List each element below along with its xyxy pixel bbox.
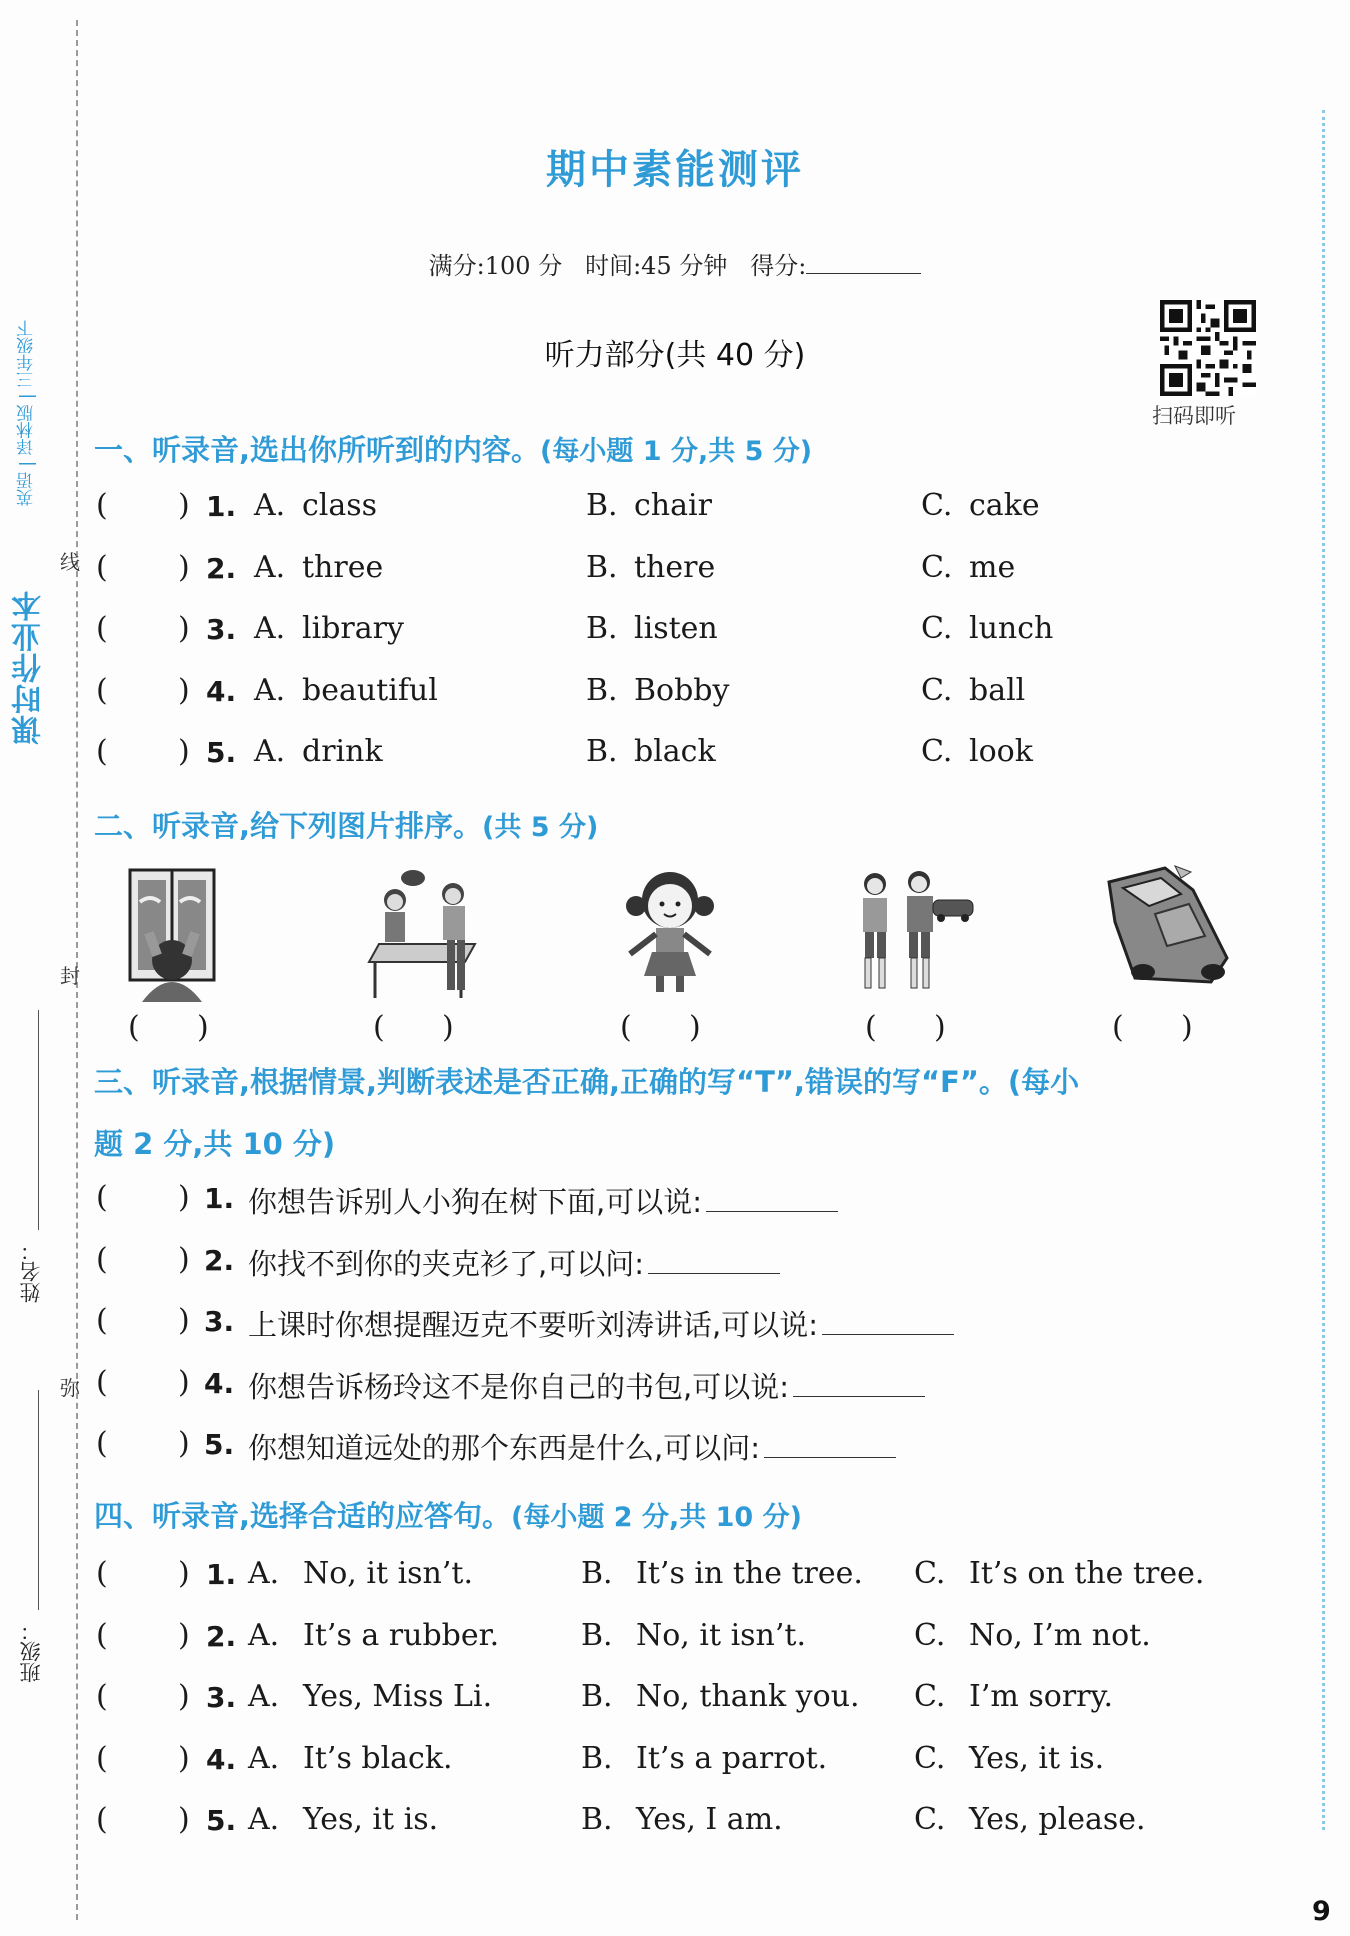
option-text-b: black <box>634 734 716 769</box>
question-number: 3. <box>204 1305 235 1338</box>
option-c[interactable] <box>921 488 1040 523</box>
option-text-c: Yes, it is. <box>969 1740 1105 1776</box>
statement <box>248 1180 838 1221</box>
picture-answer-3[interactable]: ( ) <box>620 1010 701 1045</box>
page-title: 期中素能测评 <box>546 147 804 193</box>
option-text-c: I’m sorry. <box>969 1679 1114 1714</box>
answer-paren-open[interactable]: ( <box>96 549 108 585</box>
exam-info <box>0 246 1350 281</box>
answer-paren-close[interactable]: ) <box>178 611 190 646</box>
section4-question-row <box>96 1679 1296 1719</box>
option-b[interactable] <box>581 1556 863 1591</box>
option-letter-a: A. <box>254 672 286 708</box>
option-b[interactable] <box>586 550 715 585</box>
option-c[interactable] <box>921 673 1025 708</box>
option-a[interactable] <box>248 1556 473 1591</box>
option-b[interactable] <box>586 611 718 646</box>
option-b[interactable] <box>581 1679 860 1714</box>
name-write-line[interactable] <box>38 1010 39 1230</box>
picture-girl-at-window <box>110 862 250 1002</box>
margin-mi-char: 弥 <box>60 1376 80 1400</box>
option-letter-b: B. <box>581 1802 613 1837</box>
option-letter-b: B. <box>586 488 618 523</box>
option-letter-b: B. <box>586 672 618 708</box>
answer-paren-open[interactable]: ( <box>96 1303 108 1338</box>
section3-question-row <box>96 1426 1296 1466</box>
option-a[interactable] <box>248 1679 492 1714</box>
option-text-c: me <box>969 549 1016 585</box>
option-letter-b: B. <box>581 1679 613 1714</box>
section2-title: 二、听录音,给下列图片排序。 <box>94 809 483 843</box>
option-letter-c: C. <box>921 549 953 585</box>
picture-girl <box>600 862 740 1002</box>
score-blank[interactable] <box>806 252 921 274</box>
section2-heading <box>94 804 598 845</box>
spine <box>8 320 52 780</box>
section1-question-row <box>96 611 1296 651</box>
option-text-b: Yes, I am. <box>636 1802 783 1837</box>
statement-text: 你想告诉杨玲这不是你自己的书包,可以说: <box>248 1369 789 1404</box>
option-letter-a: A. <box>248 1617 280 1653</box>
answer-paren-close[interactable]: ) <box>178 1802 190 1837</box>
option-text-c: look <box>969 734 1033 769</box>
statement-text: 你想知道远处的那个东西是什么,可以问: <box>248 1431 760 1465</box>
option-letter-a: A. <box>254 734 286 769</box>
answer-paren-open[interactable]: ( <box>96 1180 108 1215</box>
picture-answer-1[interactable]: ( ) <box>128 1010 209 1045</box>
section1-title: 一、听录音,选出你所听到的内容。 <box>94 433 541 467</box>
answer-paren-open[interactable]: ( <box>96 1364 108 1400</box>
girl-at-window-icon <box>110 862 250 1002</box>
answer-paren-close[interactable]: ) <box>178 1364 190 1400</box>
option-letter-b: B. <box>581 1617 613 1653</box>
option-text-a: No, it isn’t. <box>303 1556 474 1591</box>
spine-subtitle: 英语 | 译林版 | 三年级下 <box>17 320 37 507</box>
answer-paren-close[interactable]: ) <box>178 734 190 769</box>
option-letter-b: B. <box>586 611 618 646</box>
option-text-b: Bobby <box>634 672 730 708</box>
section3-question-row <box>96 1242 1296 1282</box>
answer-paren-close[interactable]: ) <box>178 1740 190 1776</box>
section4-question-row <box>96 1802 1296 1842</box>
section1-question-row <box>96 673 1296 713</box>
section1-question-row <box>96 488 1296 528</box>
statement-text: 你找不到你的夹克衫了,可以问: <box>248 1246 644 1281</box>
statement <box>248 1365 925 1406</box>
question-number: 3. <box>206 613 237 646</box>
option-letter-c: C. <box>921 488 953 523</box>
answer-paren-open[interactable]: ( <box>96 488 108 523</box>
answer-paren-open[interactable]: ( <box>96 734 108 769</box>
section4-heading <box>94 1494 802 1535</box>
picture-answer-2[interactable]: ( ) <box>373 1010 454 1045</box>
option-text-a: three <box>302 549 384 585</box>
statement-text: 上课时你想提醒迈克不要听刘涛讲话,可以说: <box>248 1308 818 1342</box>
girl-icon <box>600 862 740 1002</box>
statement-text: 你想告诉别人小狗在树下面,可以说: <box>248 1185 702 1219</box>
answer-paren-open[interactable]: ( <box>96 1679 108 1714</box>
section3-heading-line2: 题 2 分,共 10 分) <box>94 1127 336 1161</box>
exam-info-text: 满分:100 分 时间:45 分钟 得分: <box>428 252 807 280</box>
option-a[interactable] <box>248 1618 499 1653</box>
margin-seal-char: 封 <box>60 964 80 988</box>
option-letter-a: A. <box>254 611 286 646</box>
option-text-a: class <box>302 488 378 523</box>
section4-question-row <box>96 1556 1296 1596</box>
option-letter-c: C. <box>921 734 953 769</box>
answer-blank[interactable] <box>648 1248 780 1274</box>
answer-paren-close[interactable]: ) <box>178 1426 190 1461</box>
option-b[interactable] <box>581 1741 827 1776</box>
option-letter-c: C. <box>921 672 953 708</box>
option-a[interactable] <box>248 1741 453 1776</box>
answer-paren-open[interactable]: ( <box>96 1617 108 1653</box>
option-c[interactable] <box>921 550 1015 585</box>
picture-boys-at-desk <box>355 862 495 1002</box>
option-text-c: No, I’m not. <box>969 1617 1151 1653</box>
section4-question-row <box>96 1741 1296 1781</box>
answer-paren-close[interactable]: ) <box>178 1679 190 1714</box>
option-b[interactable] <box>586 673 729 708</box>
answer-paren-open[interactable]: ( <box>96 611 108 646</box>
option-text-a: Yes, Miss Li. <box>303 1679 493 1714</box>
question-number: 1. <box>206 490 237 523</box>
statement <box>248 1426 896 1467</box>
page-number: 9 <box>1312 1896 1331 1927</box>
option-text-c: It’s on the tree. <box>969 1556 1205 1591</box>
option-letter-a: A. <box>254 549 286 585</box>
option-letter-b: B. <box>586 734 618 769</box>
option-letter-c: C. <box>914 1740 946 1776</box>
option-b[interactable] <box>586 734 716 769</box>
section4-question-row <box>96 1618 1296 1658</box>
section3-question-row <box>96 1180 1296 1220</box>
answer-paren-open[interactable]: ( <box>96 1556 108 1591</box>
question-number: 1. <box>204 1182 235 1215</box>
option-a[interactable] <box>254 550 383 585</box>
section1-question-row <box>96 550 1296 590</box>
picture-car <box>1095 862 1235 1002</box>
option-c[interactable] <box>921 611 1053 646</box>
option-letter-a: A. <box>248 1556 280 1591</box>
picture-answer-5[interactable]: ( ) <box>1112 1010 1193 1045</box>
answer-paren-close[interactable]: ) <box>178 1556 190 1591</box>
section3-question-row <box>96 1303 1296 1343</box>
listening-title: 听力部分(共 40 分) <box>544 338 806 373</box>
option-a[interactable] <box>254 488 377 523</box>
section3-heading-line1: 三、听录音,根据情景,判断表述是否正确,正确的写“T”,错误的写“F”。(每小 <box>94 1065 1080 1099</box>
option-letter-a: A. <box>248 1802 280 1837</box>
question-number: 5. <box>204 1428 235 1461</box>
option-letter-a: A. <box>254 488 286 523</box>
option-text-a: It’s a rubber. <box>303 1617 500 1653</box>
answer-blank[interactable] <box>706 1186 838 1212</box>
question-number: 2. <box>206 1619 237 1653</box>
question-number: 4. <box>206 1742 237 1776</box>
question-number: 4. <box>204 1366 235 1400</box>
answer-blank[interactable] <box>822 1309 954 1335</box>
section3-question-row <box>96 1365 1296 1405</box>
question-number: 3. <box>206 1681 237 1714</box>
car-icon <box>1095 862 1235 1002</box>
option-a[interactable] <box>254 673 438 708</box>
option-text-b: It’s a parrot. <box>636 1740 828 1776</box>
answer-paren-open[interactable]: ( <box>96 672 108 708</box>
question-number: 5. <box>206 736 237 769</box>
answer-paren-open[interactable]: ( <box>96 1802 108 1837</box>
section1-score: (每小题 1 分,共 5 分) <box>540 436 813 467</box>
answer-paren-close[interactable]: ) <box>178 672 190 708</box>
class-label: 班级： <box>19 1620 43 1683</box>
section1-question-row <box>96 734 1296 774</box>
option-text-c: ball <box>969 672 1026 708</box>
answer-paren-close[interactable]: ) <box>178 1617 190 1653</box>
option-text-b: No, it isn’t. <box>636 1617 807 1653</box>
option-b[interactable] <box>581 1802 783 1837</box>
option-c[interactable] <box>914 1741 1104 1776</box>
statement <box>248 1242 780 1283</box>
option-letter-c: C. <box>914 1802 946 1837</box>
answer-paren-close[interactable]: ) <box>178 1303 190 1338</box>
section4-score: (每小题 2 分,共 10 分) <box>511 1502 802 1533</box>
option-c[interactable] <box>914 1679 1113 1714</box>
question-number: 2. <box>206 551 237 585</box>
section2-score: (共 5 分) <box>482 812 599 843</box>
answer-blank[interactable] <box>793 1371 925 1397</box>
picture-answer-4[interactable]: ( ) <box>865 1010 946 1045</box>
option-letter-c: C. <box>921 611 953 646</box>
option-a[interactable] <box>254 611 404 646</box>
option-text-a: It’s black. <box>303 1740 453 1776</box>
option-letter-b: B. <box>586 549 618 585</box>
option-text-a: drink <box>302 734 383 769</box>
option-text-b: No, thank you. <box>636 1679 860 1714</box>
question-number: 5. <box>206 1804 237 1837</box>
option-c[interactable] <box>914 1802 1146 1837</box>
answer-paren-open[interactable]: ( <box>96 1426 108 1461</box>
spine-brand: 课时作业本 <box>12 590 47 745</box>
option-letter-c: C. <box>914 1679 946 1714</box>
question-number: 1. <box>206 1558 237 1591</box>
question-number: 2. <box>204 1243 235 1277</box>
option-letter-b: B. <box>581 1740 613 1776</box>
option-text-b: there <box>634 549 716 585</box>
qr-label: 扫码即听 <box>1152 404 1236 428</box>
option-text-b: chair <box>634 488 712 523</box>
option-text-c: cake <box>969 488 1040 523</box>
boys-at-desk-icon <box>355 862 495 1002</box>
option-c[interactable] <box>914 1556 1204 1591</box>
option-text-a: library <box>302 611 404 646</box>
option-letter-a: A. <box>248 1740 280 1776</box>
option-a[interactable] <box>254 734 383 769</box>
option-a[interactable] <box>248 1802 438 1837</box>
option-text-c: lunch <box>969 611 1054 646</box>
option-letter-b: B. <box>581 1556 613 1591</box>
option-c[interactable] <box>921 734 1033 769</box>
name-label: 姓名： <box>19 1240 43 1303</box>
option-letter-c: C. <box>914 1617 946 1653</box>
picture-boys-with-toy-car <box>845 862 985 1002</box>
option-text-a: Yes, it is. <box>303 1802 439 1837</box>
option-letter-a: A. <box>248 1679 280 1714</box>
option-b[interactable] <box>581 1618 806 1653</box>
class-write-line[interactable] <box>38 1390 39 1610</box>
answer-paren-open[interactable]: ( <box>96 1740 108 1776</box>
option-text-c: Yes, please. <box>969 1802 1146 1837</box>
answer-blank[interactable] <box>764 1432 896 1458</box>
option-letter-c: C. <box>914 1556 946 1591</box>
answer-paren-close[interactable]: ) <box>178 549 190 585</box>
answer-paren-close[interactable]: ) <box>178 1180 190 1215</box>
answer-paren-close[interactable]: ) <box>178 1241 190 1277</box>
boys-with-toy-car-icon <box>845 862 985 1002</box>
margin-line-char: 线 <box>60 550 80 574</box>
section1-heading <box>94 428 812 469</box>
qr-code-icon[interactable] <box>1160 300 1256 396</box>
answer-paren-close[interactable]: ) <box>178 488 190 523</box>
statement <box>248 1303 954 1344</box>
section4-title: 四、听录音,选择合适的应答句。 <box>94 1499 512 1533</box>
option-text-a: beautiful <box>302 672 438 708</box>
answer-paren-open[interactable]: ( <box>96 1241 108 1277</box>
option-text-b: It’s in the tree. <box>636 1556 863 1591</box>
option-b[interactable] <box>586 488 712 523</box>
question-number: 4. <box>206 674 237 708</box>
option-text-b: listen <box>634 611 718 646</box>
option-c[interactable] <box>914 1618 1151 1653</box>
